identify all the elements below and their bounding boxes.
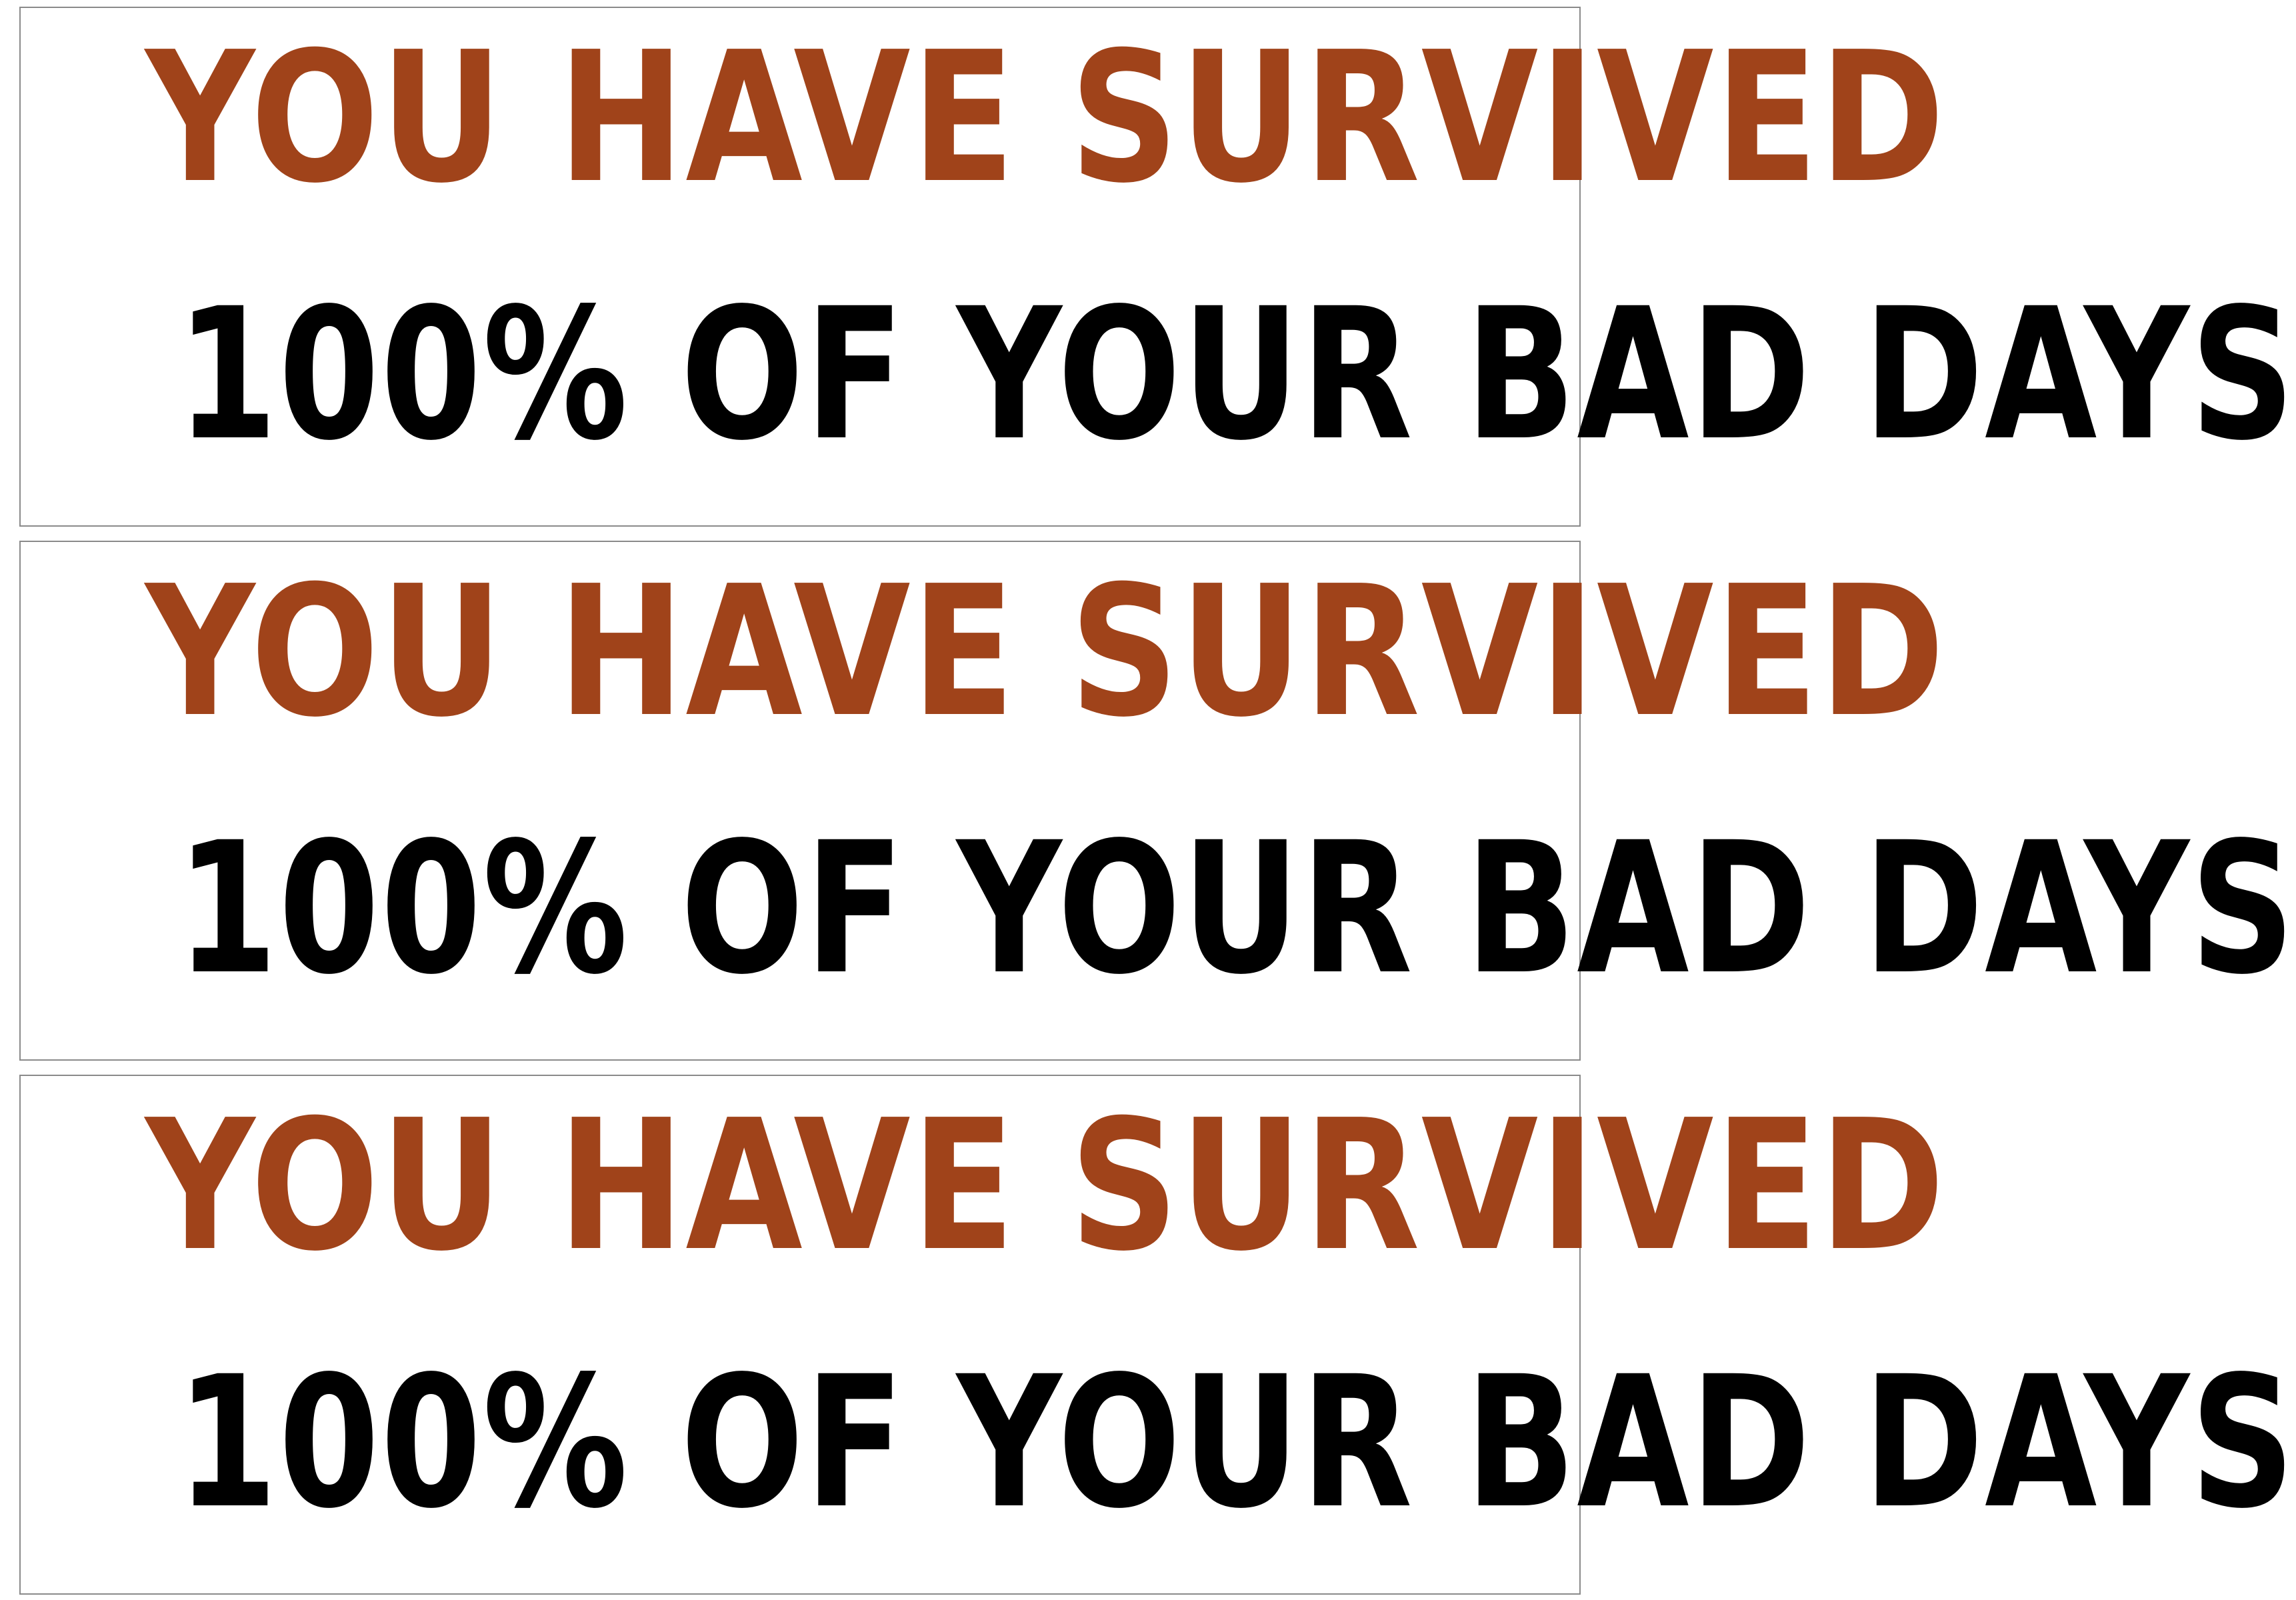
sticker-headline: YOU HAVE SURVIVED	[145, 13, 1946, 223]
sticker-subline: 100% OF YOUR BAD DAYS	[176, 804, 2296, 1015]
sticker-subline: 100% OF YOUR BAD DAYS	[176, 270, 2296, 481]
sticker-1	[19, 7, 2296, 527]
sticker-headline: YOU HAVE SURVIVED	[145, 1081, 1946, 1291]
sticker-2	[19, 541, 2296, 1061]
sticker-3	[19, 1075, 2296, 1595]
sticker-headline: YOU HAVE SURVIVED	[145, 547, 1946, 757]
sticker-subline: 100% OF YOUR BAD DAYS	[176, 1338, 2296, 1549]
